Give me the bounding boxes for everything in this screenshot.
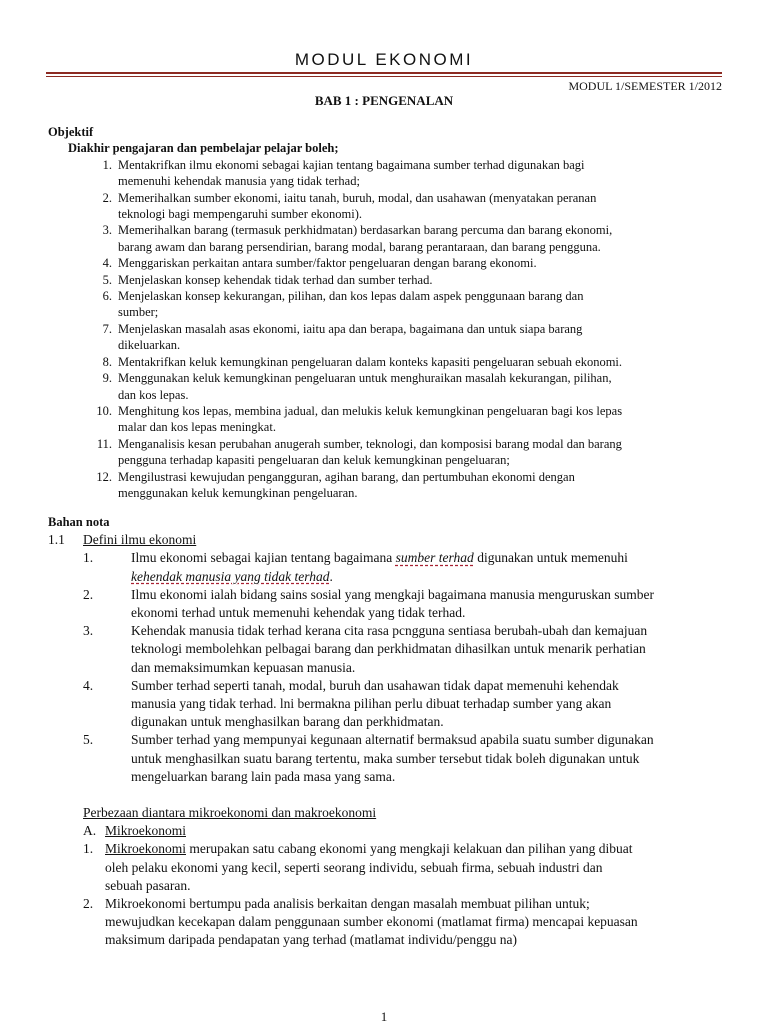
text-line: Menganalisis kesan perubahan anugerah sumber, teknologi, dan komposisi barang modal dan barang <box>118 436 622 451</box>
notes-section <box>48 513 728 950</box>
item-text <box>131 549 728 585</box>
item-number: 3. <box>83 623 94 639</box>
list-item <box>48 677 728 732</box>
item-number: 9. <box>102 371 112 386</box>
item-text <box>118 157 728 190</box>
list-item <box>48 586 728 622</box>
text-line: dan memaksimumkan kepuasan manusia. <box>131 659 356 675</box>
letter-title: Mikroekonomi <box>105 823 186 839</box>
list-item <box>48 354 728 370</box>
text-line: Menjelaskan konsep kehendak tidak terhad dan sumber terhad. <box>118 272 433 287</box>
item-text <box>118 222 728 255</box>
objektif-heading: Objektif <box>48 125 94 139</box>
objektif-section <box>48 124 728 501</box>
text-line: ekonomi terhad untuk memenuhi kehendak yang tidak terhad. <box>131 605 466 621</box>
list-item <box>48 549 728 585</box>
item-number: 1. <box>102 157 112 172</box>
section-title: Defini ilmu ekonomi <box>83 532 197 548</box>
text-line: untuk menghasilkan suatu barang tertentu, maka sumber tersebut tidak boleh digunakan untuk <box>131 750 640 766</box>
list-item <box>48 157 728 190</box>
item-number: 2. <box>83 896 94 912</box>
text-line: sumber; <box>118 305 159 320</box>
item-text <box>105 840 728 895</box>
list-item <box>48 436 728 469</box>
text-line: memenuhi kehendak manusia yang tidak terhad; <box>118 174 360 189</box>
item-text <box>118 288 728 321</box>
text-line: Sumber terhad yang mempunyai kegunaan alternatif bermaksud apabila suatu sumber digunakan <box>131 732 654 748</box>
item-text <box>118 190 728 223</box>
text-line: Ilmu ekonomi ialah bidang sains sosial yang mengkaji bagaimana manusia menguruskan sumber <box>131 586 655 602</box>
text-line: mewujudkan kecekapan dalam penggunaan sumber ekonomi (matlamat firma) mencapai kepuasan <box>105 914 638 930</box>
text-line: pengguna terhadap kapasiti pengeluaran dan keluk kemungkinan pengeluaran; <box>118 453 510 468</box>
perbezaan-title: Perbezaan diantara mikroekonomi dan makroekonomi <box>83 805 377 821</box>
item-number: 1. <box>83 550 94 566</box>
item-number: 5. <box>102 272 112 287</box>
item-text <box>131 622 728 677</box>
item-number: 10. <box>96 403 112 418</box>
item-number: 7. <box>102 321 112 336</box>
header-rule-thick <box>46 72 722 74</box>
item-text <box>118 370 728 403</box>
letter-label: A. <box>83 823 97 839</box>
text-line: Kehendak manusia tidak terhad kerana cita rasa pcngguna sentiasa berubah-ubah dan kemajuan <box>131 623 648 639</box>
list-item <box>48 321 728 354</box>
list-item <box>48 370 728 403</box>
list-item <box>48 403 728 436</box>
text-line: Menghitung kos lepas, membina jadual, dan melukis keluk kemungkinan pengeluaran bagi kos lepas <box>118 403 623 418</box>
item-number: 5. <box>83 732 94 748</box>
chapter-title: BAB 1 : PENGENALAN <box>314 93 454 108</box>
item-text <box>131 731 728 786</box>
module-info: MODUL 1/SEMESTER 1/2012 <box>568 79 722 93</box>
item-text <box>105 895 728 950</box>
text-line: menggunakan keluk kemungkinan pengeluaran. <box>118 485 358 500</box>
text-line: manusia yang tidak terhad. lni bermakna pilihan perlu dibuat terhadap sumber yang akan <box>131 696 612 712</box>
item-number: 2. <box>102 190 112 205</box>
item-number: 11. <box>96 436 112 451</box>
term: Mikroekonomi <box>105 841 186 857</box>
text-line: Menggariskan perkaitan antara sumber/faktor pengeluaran dengan barang ekonomi. <box>118 256 537 271</box>
text-line: Menggunakan keluk kemungkinan pengeluaran untuk menghuraikan masalah kekurangan, pilihan, <box>118 371 612 386</box>
text-line: barang awam dan barang persendirian, barang modal, barang perantaraan, dan barang pengguna. <box>118 239 601 254</box>
item-number: 3. <box>102 223 112 238</box>
text-line: teknologi membolehkan pelbagai barang dan perkhidmatan dihasilkan untuk menarik perhatian <box>131 641 646 657</box>
item-text <box>118 354 728 370</box>
item-text <box>118 272 728 288</box>
item-text <box>118 469 728 502</box>
list-item <box>83 895 728 950</box>
header-rule-thin <box>46 76 722 77</box>
section-heading <box>48 531 728 549</box>
list-item <box>83 840 728 895</box>
objektif-list <box>48 157 728 502</box>
text-line: dikeluarkan. <box>118 338 181 353</box>
text-line: Mentakrifkan keluk kemungkinan pengeluaran dalam konteks kapasiti pengeluaran sebuah ekonomi. <box>118 354 623 369</box>
item-number: 2. <box>83 586 94 602</box>
text-line: malar dan kos lepas meningkat. <box>118 420 276 435</box>
item-text <box>118 403 728 436</box>
text-line: digunakan untuk menghasilkan barang dan perkhidmatan. <box>131 714 444 730</box>
text-line: sebuah pasaran. <box>105 877 191 893</box>
perbezaan-subsection <box>48 804 728 950</box>
text-line: Mengilustrasi kewujudan pengangguran, agihan barang, dan pertumbuhan ekonomi dengan <box>118 469 575 484</box>
text-segment: digunakan untuk memenuhi <box>473 550 628 566</box>
item-number: 4. <box>83 677 94 693</box>
text-line: Memerihalkan sumber ekonomi, iaitu tanah, buruh, modal, dan usahawan (menyatakan peranan <box>118 190 597 205</box>
text-line: mengeluarkan barang lain pada masa yang sama. <box>131 768 396 784</box>
text-segment: Ilmu ekonomi sebagai kajian tentang bagaimana <box>131 550 396 566</box>
item-text <box>118 321 728 354</box>
highlight-term: kehendak manusia yang tidak terhad <box>131 568 330 584</box>
highlight-term: sumber terhad <box>395 550 474 566</box>
item-text <box>131 586 728 622</box>
objektif-intro: Diakhir pengajaran dan pembelajar pelajar boleh; <box>68 141 339 156</box>
text-line: teknologi bagi mempengaruhi sumber ekonomi). <box>118 207 363 222</box>
text-line: Mikroekonomi bertumpu pada analisis berkaitan dengan masalah membuat pilihan untuk; <box>105 896 590 912</box>
list-item <box>48 622 728 677</box>
page-number: 1 <box>380 1009 388 1024</box>
list-item <box>48 272 728 288</box>
text-line: Memerihalkan barang (termasuk perkhidmatan) berdasarkan barang percuma dan barang ekonomi, <box>118 223 613 238</box>
list-item <box>48 222 728 255</box>
item-text <box>118 255 728 271</box>
item-text <box>131 677 728 732</box>
item-number: 1. <box>83 841 94 857</box>
item-number: 8. <box>102 354 112 369</box>
list-item <box>48 731 728 786</box>
item-number: 12. <box>96 469 112 484</box>
notes-heading: Bahan nota <box>48 515 110 529</box>
page-header-title: MODUL EKONOMI <box>294 50 474 69</box>
item-text <box>118 436 728 469</box>
list-item <box>48 288 728 321</box>
notes-list <box>48 549 728 786</box>
text-line: Mentakrifkan ilmu ekonomi sebagai kajian tentang bagaimana sumber terhad digunakan bagi <box>118 157 585 172</box>
text-line: Sumber terhad seperti tanah, modal, buruh dan usahawan tidak dapat memenuhi kehendak <box>131 677 619 693</box>
section-number: 1.1 <box>48 532 65 548</box>
item-number: 4. <box>102 256 112 271</box>
list-item <box>48 190 728 223</box>
subheading-mikro <box>83 822 728 840</box>
item-number: 6. <box>102 289 112 304</box>
text-line: Menjelaskan masalah asas ekonomi, iaitu apa dan berapa, bagaimana dan untuk siapa barang <box>118 321 583 336</box>
text-segment: merupakan satu cabang ekonomi yang mengkaji kelakuan dan pilihan yang dibuat <box>186 841 633 857</box>
list-item <box>48 255 728 271</box>
text-line: oleh pelaku ekonomi yang kecil, seperti seorang individu, sebuah firma, sebuah industri dan <box>105 859 603 875</box>
text-line: Menjelaskan konsep kekurangan, pilihan, dan kos lepas dalam aspek penggunaan barang dan <box>118 289 584 304</box>
text-line: dan kos lepas. <box>118 387 189 402</box>
list-item <box>48 469 728 502</box>
text-line: maksimum daripada pendapatan yang terhad (matlamat individu/penggu na) <box>105 932 517 948</box>
text-segment: . <box>329 568 333 584</box>
